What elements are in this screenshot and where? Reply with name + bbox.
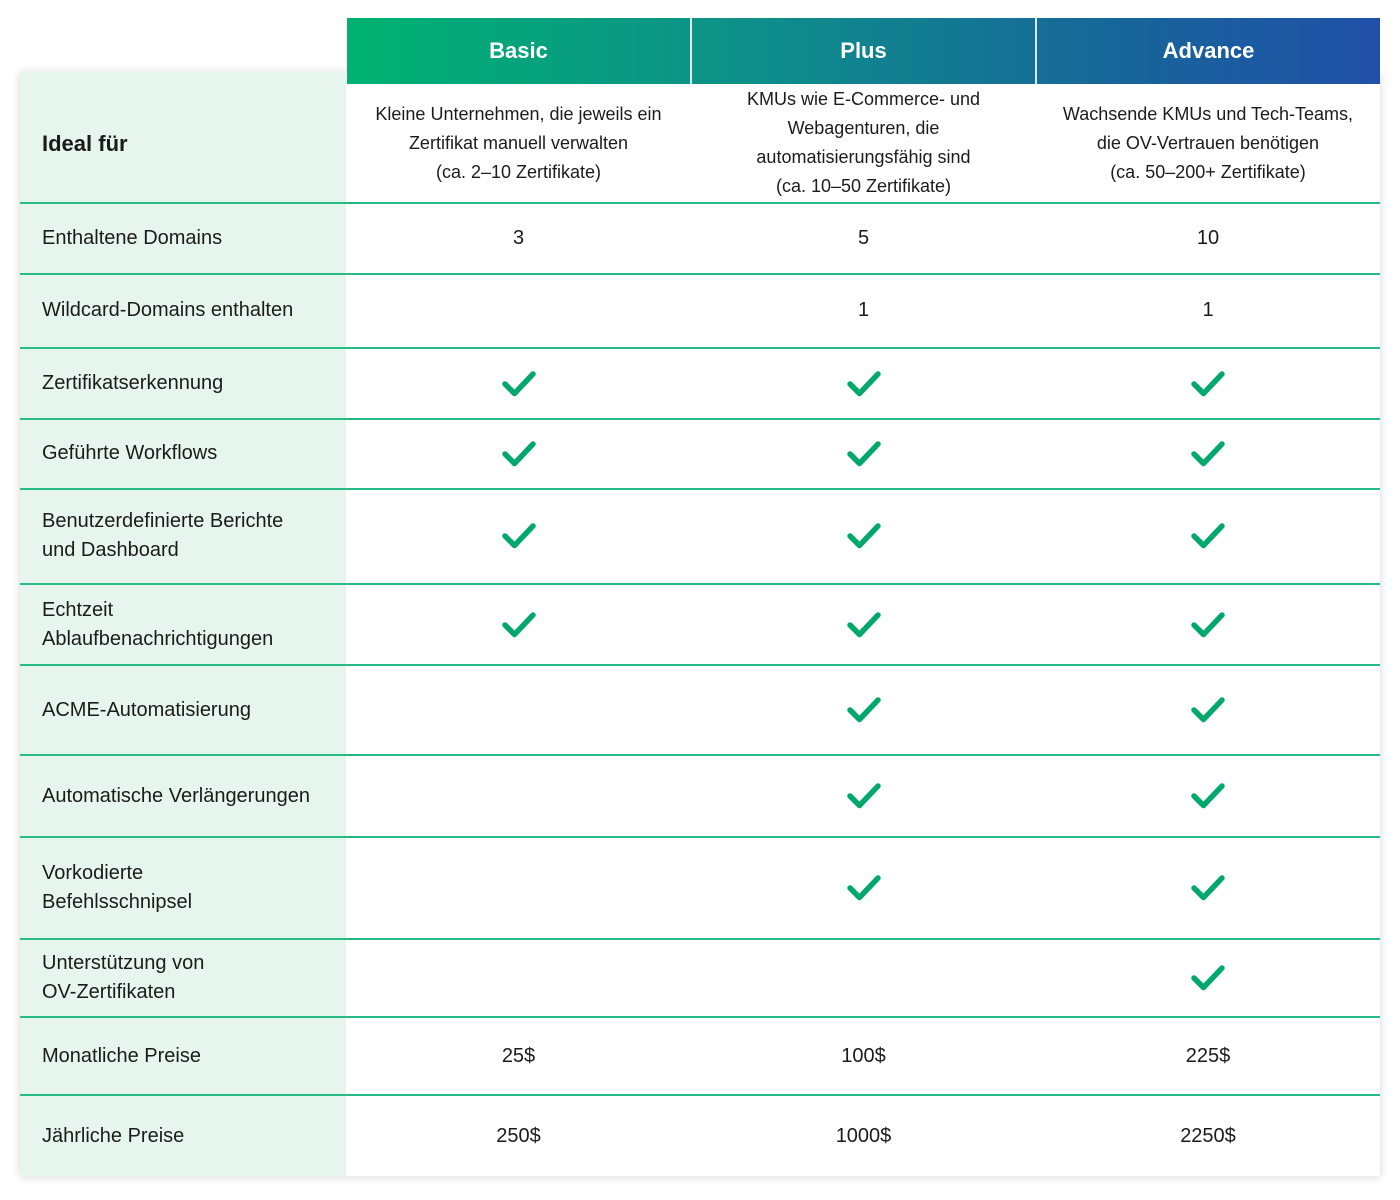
row-label: Enthaltene Domains	[42, 227, 223, 249]
row-label: Zertifikatserkennung	[42, 372, 224, 394]
cell-basic	[346, 274, 691, 347]
cell-plus: 5	[857, 227, 870, 249]
row-label: Wildcard-Domains enthalten	[42, 299, 294, 321]
ideal-for-plus: KMUs wie E-Commerce- und Webagenturen, die automatisierungsfähig sind (ca. 10–50 Zertifikate)	[746, 89, 981, 196]
check-icon	[846, 521, 882, 551]
cell-basic	[346, 940, 691, 1016]
check-icon	[1190, 610, 1226, 640]
ideal-for-row	[20, 84, 1380, 204]
check-icon	[846, 610, 882, 640]
row-label: Unterstützung von OV-Zertifikaten	[42, 952, 205, 1003]
cell-advance	[1036, 940, 1380, 1016]
cell-plus: 1000$	[835, 1124, 892, 1147]
row-label: Monatliche Preise	[42, 1044, 201, 1067]
check-icon	[1190, 521, 1226, 551]
cell-advance	[1036, 349, 1380, 418]
row-label: ACME-Automatisierung	[42, 698, 251, 721]
ideal-for-advance: Wachsende KMUs und Tech-Teams, die OV-Vertrauen benötigen (ca. 50–200+ Zertifikate)	[1062, 103, 1354, 182]
check-icon	[846, 439, 882, 469]
feature-row-wildcard-domains-enthalten	[20, 274, 1380, 349]
cell-basic	[346, 585, 691, 664]
cell-plus: 100$	[841, 1044, 886, 1067]
cell-advance: 225$	[1185, 1044, 1231, 1067]
check-icon	[1190, 963, 1226, 993]
cell-advance	[1036, 666, 1380, 754]
plan-header-plus: Plus	[690, 18, 1035, 84]
cell-advance: 1	[1202, 299, 1214, 321]
row-label: Geführte Workflows	[42, 442, 218, 464]
plan-header-advance: Advance	[1035, 18, 1380, 84]
check-icon	[1190, 781, 1226, 811]
cell-basic	[346, 349, 691, 418]
check-icon	[1190, 695, 1226, 725]
cell-basic	[346, 756, 691, 836]
feature-row-vorkodierte-befehlsschnipsel	[20, 838, 1380, 940]
cell-basic	[346, 666, 691, 754]
cell-plus	[691, 666, 1036, 754]
feature-row-acme-automatisierung	[20, 666, 1380, 756]
feature-row-geführte-workflows	[20, 419, 1380, 490]
cell-advance: 10	[1196, 227, 1220, 249]
feature-row-automatische-verlängerungen	[20, 756, 1380, 838]
feature-row-echtzeit-ablaufbenachrichtigungen	[20, 585, 1380, 666]
cell-basic: 250$	[496, 1124, 541, 1147]
plan-header	[347, 18, 1380, 84]
feature-row-benutzerdefinierte-berichte-und-dashboard	[20, 489, 1380, 585]
row-label: Vorkodierte Befehlsschnipsel	[42, 862, 193, 913]
row-label: Benutzerdefinierte Berichte und Dashboard	[42, 510, 284, 561]
check-icon	[846, 369, 882, 399]
feature-row-monatliche-preise	[20, 1018, 1380, 1096]
check-icon	[1190, 873, 1226, 903]
check-icon	[846, 781, 882, 811]
cell-advance	[1036, 419, 1380, 488]
cell-advance: 2250$	[1180, 1124, 1236, 1147]
cell-basic	[346, 838, 691, 938]
check-icon	[501, 439, 537, 469]
feature-row-unterstützung-von-ov-zertifikaten	[20, 940, 1380, 1018]
check-icon	[1190, 369, 1226, 399]
cell-advance	[1036, 585, 1380, 664]
feature-row-zertifikatserkennung	[20, 349, 1380, 420]
cell-plus	[691, 349, 1036, 418]
row-label: Echtzeit Ablaufbenachrichtigungen	[42, 598, 274, 650]
feature-row-enthaltene-domains	[20, 204, 1380, 275]
cell-basic: 25$	[501, 1044, 536, 1067]
row-label: Jährliche Preise	[42, 1124, 185, 1147]
check-icon	[1190, 439, 1226, 469]
cell-plus	[691, 756, 1036, 836]
plan-header-basic: Basic	[489, 38, 548, 63]
cell-basic	[346, 419, 691, 488]
cell-basic: 3	[512, 227, 525, 249]
ideal-for-basic: Kleine Unternehmen, die jeweils ein Zertifikat manuell verwalten (ca. 2–10 Zertifikate)	[375, 103, 662, 182]
cell-plus: 1	[857, 299, 870, 321]
row-label: Automatische Verlängerungen	[42, 784, 310, 807]
cell-advance	[1036, 838, 1380, 938]
cell-advance	[1036, 756, 1380, 836]
cell-plus	[691, 585, 1036, 664]
cell-plus	[691, 419, 1036, 488]
cell-advance	[1036, 489, 1380, 583]
cell-plus	[691, 940, 1036, 1016]
check-icon	[846, 695, 882, 725]
check-icon	[846, 873, 882, 903]
feature-row-jährliche-preise	[20, 1096, 1380, 1176]
cell-plus	[691, 489, 1036, 583]
cell-basic	[346, 489, 691, 583]
row-label: Ideal für	[42, 130, 128, 156]
check-icon	[501, 610, 537, 640]
check-icon	[501, 369, 537, 399]
check-icon	[501, 521, 537, 551]
cell-plus	[691, 838, 1036, 938]
